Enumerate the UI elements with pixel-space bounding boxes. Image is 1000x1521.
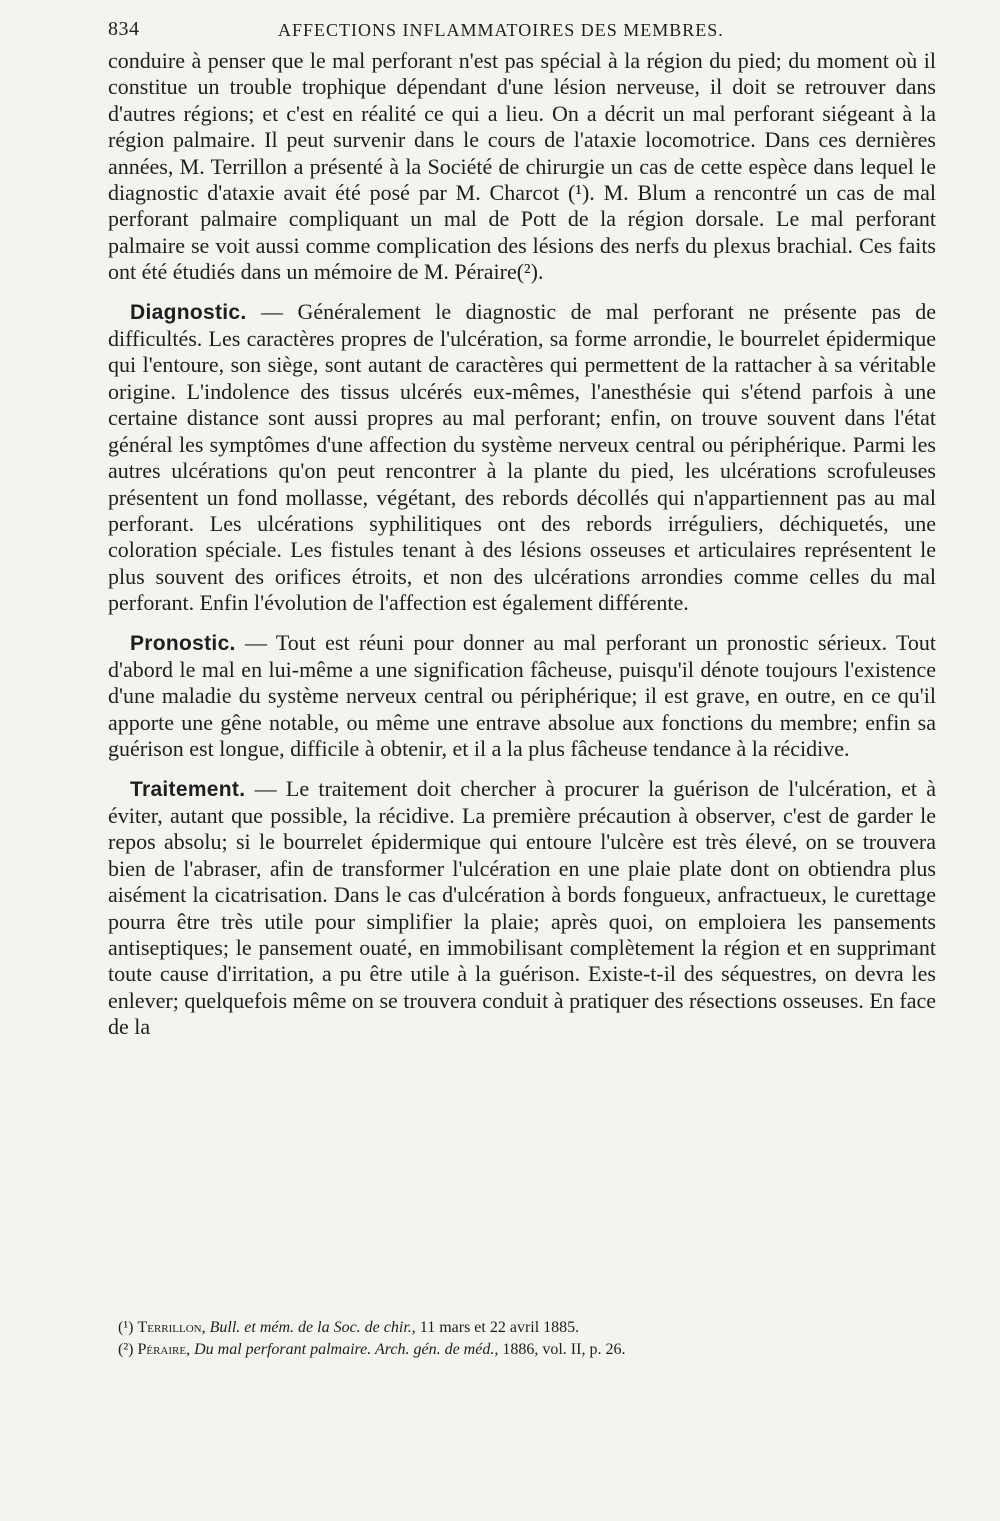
footnote-2-date: 1886, vol. II, p. 26.: [498, 1341, 626, 1358]
footnote-1: [118, 1317, 898, 1339]
footnote-1-mark: (¹): [118, 1319, 138, 1336]
footnote-2-source: Du mal perforant palmaire. Arch. gén. de méd.,: [190, 1341, 499, 1358]
section-text-traitement: — Le traitement doit chercher à procurer la guérison de l'ulcération, et à éviter, autant que possible, la récidive. La première précaution à observer, c'est de garder le repos absolu; si le bourrelet épidermique qui entoure l'ulcère est très élevé, on se trouvera bien de l'abraser, afin de transformer l'ulcération en une plaie plate dont on obtiendra plus aisément la cicatrisation. Dans le cas d'ulcération à bords fongueux, anfractueux, le curettage pourra être très utile pour simplifier la plaie; après quoi, on emploiera les pansements antiseptiques; le pansement ouaté, en immobilisant complètement la région et en supprimant toute cause d'irritation, a pu être utile à la guérison. Existe-t-il des séquestres, on devra les enlever; quelquefois même on se trouvera conduit à pratiquer des résections osseuses. En face de la: [108, 775, 936, 1040]
section-pronostic: [108, 630, 936, 763]
section-heading-traitement: Traitement.: [130, 777, 246, 801]
running-title: AFFECTIONS INFLAMMATOIRES DES MEMBRES.: [278, 20, 724, 40]
section-text-diagnostic: — Généralement le diagnostic de mal perforant ne présente pas de difficultés. Les caractères propres de l'ulcération, sa forme arrondie, le bourrelet épidermique qui l'entoure, son siège, sont autant de caractères qui permettent de la rattacher à sa véritable origine. L'indolence des tissus ulcérés eux-mêmes, l'anesthésie qui s'étend parfois à une certaine distance sont aussi propres au mal perforant; enfin, on trouve souvent dans l'état général les symptômes d'une affection du système nerveux central ou périphérique. Parmi les autres ulcérations qu'on peut rencontrer à la plante du pied, les ulcérations scrofuleuses présentent un fond mollasse, végétant, des rebords décollés qui n'appartiennent pas au mal perforant. Les ulcérations syphilitiques ont des rebords irréguliers, déchiquetés, une coloration spéciale. Les fistules tenant à des lésions osseuses et articulaires représentent le plus souvent des orifices étroits, et non des ulcérations arrondies comme celles du mal perforant. Enfin l'évolution de l'affection est également différente.: [108, 298, 936, 616]
page-number: 834: [108, 18, 140, 40]
section-diagnostic: [108, 299, 936, 617]
section-traitement: [108, 776, 936, 1041]
page-header: [108, 18, 936, 48]
footnote-2-author: Péraire,: [137, 1341, 191, 1358]
body-text: [108, 48, 936, 1041]
paragraph-mal-perforant-palmaire: conduire à penser que le mal perforant n'est pas spécial à la région du pied; du moment où il constitue un trouble trophique dépendant d'une lésion nerveuse, il doit se retrouver dans d'autres régions; et c'est en réalité ce qui a lieu. On a décrit un mal perforant siégeant à la région palmaire. Il peut survenir dans le cours de l'ataxie locomotrice. Dans ces dernières années, M. Terrillon a présenté à la Société de chirurgie un cas de cette espèce dans lequel le diagnostic d'ataxie avait été posé par M. Charcot (¹). M. Blum a rencontré un cas de mal perforant palmaire compliquant un mal de Pott de la région dorsale. Le mal perforant palmaire se voit aussi comme complication des lésions des nerfs du plexus brachial. Ces faits ont été étudiés dans un mémoire de M. Péraire(²).: [108, 48, 936, 285]
footnote-2: [118, 1339, 898, 1361]
footnote-1-date: 11 mars et 22 avril 1885.: [415, 1319, 580, 1336]
section-heading-pronostic: Pronostic.: [130, 631, 236, 655]
section-heading-diagnostic: Diagnostic.: [130, 300, 247, 324]
footnote-1-source: Bull. et mém. de la Soc. de chir.,: [205, 1319, 416, 1336]
footnotes: [118, 1317, 898, 1361]
footnote-1-author: Terrillon,: [137, 1319, 206, 1336]
section-text-pronostic: — Tout est réuni pour donner au mal perforant un pronostic sérieux. Tout d'abord le mal en lui-même a une signification fâcheuse, puisqu'il dénote toujours l'existence d'une maladie du système nerveux central ou périphérique; il est grave, en outre, en ce qu'il apporte une gêne notable, ou même une entrave absolue aux fonctions du membre; enfin sa guérison est longue, difficile à obtenir, et il a la plus fâcheuse tendance à la récidive.: [108, 629, 936, 762]
footnote-2-mark: (²): [118, 1341, 138, 1358]
